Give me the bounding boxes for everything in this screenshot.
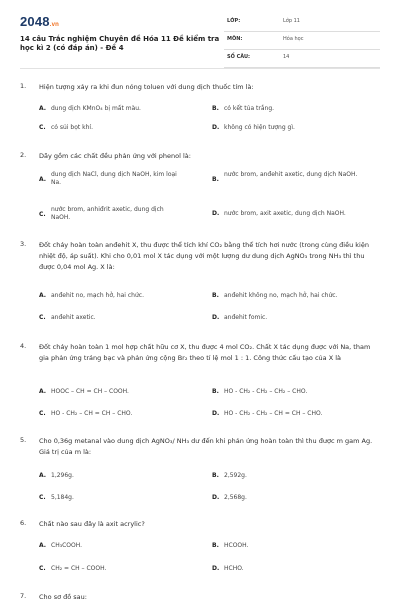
option-text: anđehit fomic. (224, 314, 268, 321)
meta-value: 14 (283, 54, 290, 60)
question-text: Hiện tượng xảy ra khi đun nóng toluen với dung dịch thuốc tím là: (39, 83, 254, 91)
option-text: 5,184g. (51, 494, 74, 501)
option-text: dung dịch KMnO₄ bị mất màu. (51, 105, 141, 112)
option-letter: B. (212, 176, 219, 183)
option-letter: B. (212, 292, 219, 299)
option-letter: C. (39, 494, 46, 501)
option-text: 2,592g. (224, 472, 247, 479)
option-text: CH₃COOH. (51, 542, 83, 549)
option-letter: A. (39, 472, 47, 479)
question-number: 6. (20, 519, 27, 527)
option-letter: D. (212, 210, 220, 217)
question-text: Đốt cháy hoàn toàn 1 mol hợp chất hữu cơ X, thu được 4 mol CO₂. Chất X tác dụng được với Na, tham gia phản ứng tráng bạc và phản ứng cộng Br₂ theo tỉ lệ mol 1 : 1. Công thức cấu tạo của X là (39, 343, 371, 362)
option-letter: C. (39, 124, 46, 131)
option-letter: A. (39, 105, 47, 112)
option-text: 1,296g. (51, 472, 74, 479)
question-number: 4. (20, 342, 27, 350)
option-letter: A. (39, 176, 47, 183)
option-letter: A. (39, 542, 47, 549)
meta-label: LỚP: (227, 18, 241, 24)
question-text: Đốt cháy hoàn toàn anđehit X, thu được thể tích khí CO₂ bằng thể tích hơi nước (trong cùng điều kiện nhiệt độ, áp suất). Khi cho 0,01 mol X tác dụng với một lượng dư dung dịch AgNO₃ trong NH₃ thì thu được 0,04 mol Ag. X là: (39, 241, 369, 271)
option-letter: D. (212, 565, 220, 572)
option-text: anđehit không no, mạch hở, hai chức. (224, 292, 338, 299)
option-text: nước brom, anđehit axetic, dung dịch NaOH. (224, 171, 358, 178)
option-text: anđehit no, mạch hở, hai chức. (51, 292, 144, 299)
option-letter: B. (212, 542, 219, 549)
option-text: có kết tủa trắng. (224, 105, 275, 112)
option-letter: B. (212, 105, 219, 112)
option-text: HCOOH. (224, 542, 249, 549)
meta-value: Lớp 11 (283, 18, 300, 24)
option-text: anđehit axetic. (51, 314, 96, 321)
question-number: 1. (20, 82, 27, 90)
option-text: CH₂ = CH – COOH. (51, 565, 107, 572)
option-letter: D. (212, 124, 220, 131)
meta-value: Hóa học (283, 36, 304, 42)
option-letter: D. (212, 410, 220, 417)
option-text: không có hiện tượng gì. (224, 124, 295, 131)
option-letter: B. (212, 472, 219, 479)
option-text: 2,568g. (224, 494, 247, 501)
meta-info-table (224, 14, 380, 68)
meta-label: SỐ CÂU: (227, 54, 251, 60)
option-letter: C. (39, 410, 46, 417)
meta-row-class (224, 14, 380, 32)
option-letter: D. (212, 494, 220, 501)
option-text: có sủi bọt khí. (51, 124, 93, 131)
option-text: HO - CH₂ - CH₂ – CH₂ – CHO. (224, 388, 308, 395)
option-text: HO - CH₂ - CH₂ – CH = CH – CHO. (224, 410, 323, 417)
option-letter: C. (39, 314, 46, 321)
option-text: nước brom, anhiđrit axetic, dung dịch NaOH. (51, 206, 164, 221)
question-text: Dãy gồm các chất đều phản ứng với phenol là: (39, 152, 191, 160)
question-number: 2. (20, 151, 27, 159)
option-text: dung dịch NaCl, dung dịch NaOH, kim loại Na. (51, 171, 177, 186)
logo-suffix: .vn (49, 22, 60, 28)
header-divider (20, 68, 380, 69)
site-logo[interactable] (20, 14, 59, 29)
meta-row-count (224, 50, 380, 68)
question-number: 5. (20, 436, 27, 444)
meta-label: MÔN: (227, 36, 243, 42)
option-letter: A. (39, 388, 47, 395)
option-text: HCHO. (224, 565, 244, 572)
question-text: Cho sơ đồ sau: (39, 593, 87, 601)
option-text: HOOC – CH = CH – COOH. (51, 388, 129, 395)
option-letter: C. (39, 565, 46, 572)
option-text: HO - CH₂ – CH = CH – CHO. (51, 410, 133, 417)
question-number: 3. (20, 240, 27, 248)
question-text: Chất nào sau đây là axit acrylic? (39, 520, 145, 528)
document-title: 14 câu Trắc nghiệm Chuyên đề Hóa 11 Đề kiểm tra học kì 2 (có đáp án) - Đề 4 (20, 35, 220, 52)
option-letter: A. (39, 292, 47, 299)
option-letter: C. (39, 211, 46, 218)
option-letter: B. (212, 388, 219, 395)
question-number: 7. (20, 592, 27, 600)
option-letter: D. (212, 314, 220, 321)
logo-text: 2048 (20, 14, 50, 29)
option-text: nước brom, axit axetic, dung dịch NaOH. (224, 210, 346, 217)
meta-row-subject (224, 32, 380, 50)
question-text: Cho 0,36g metanal vào dung dịch AgNO₃/ NH₃ dư đến khi phản ứng hoàn toàn thì thu được m gam Ag. Giá trị của m là: (39, 437, 373, 456)
